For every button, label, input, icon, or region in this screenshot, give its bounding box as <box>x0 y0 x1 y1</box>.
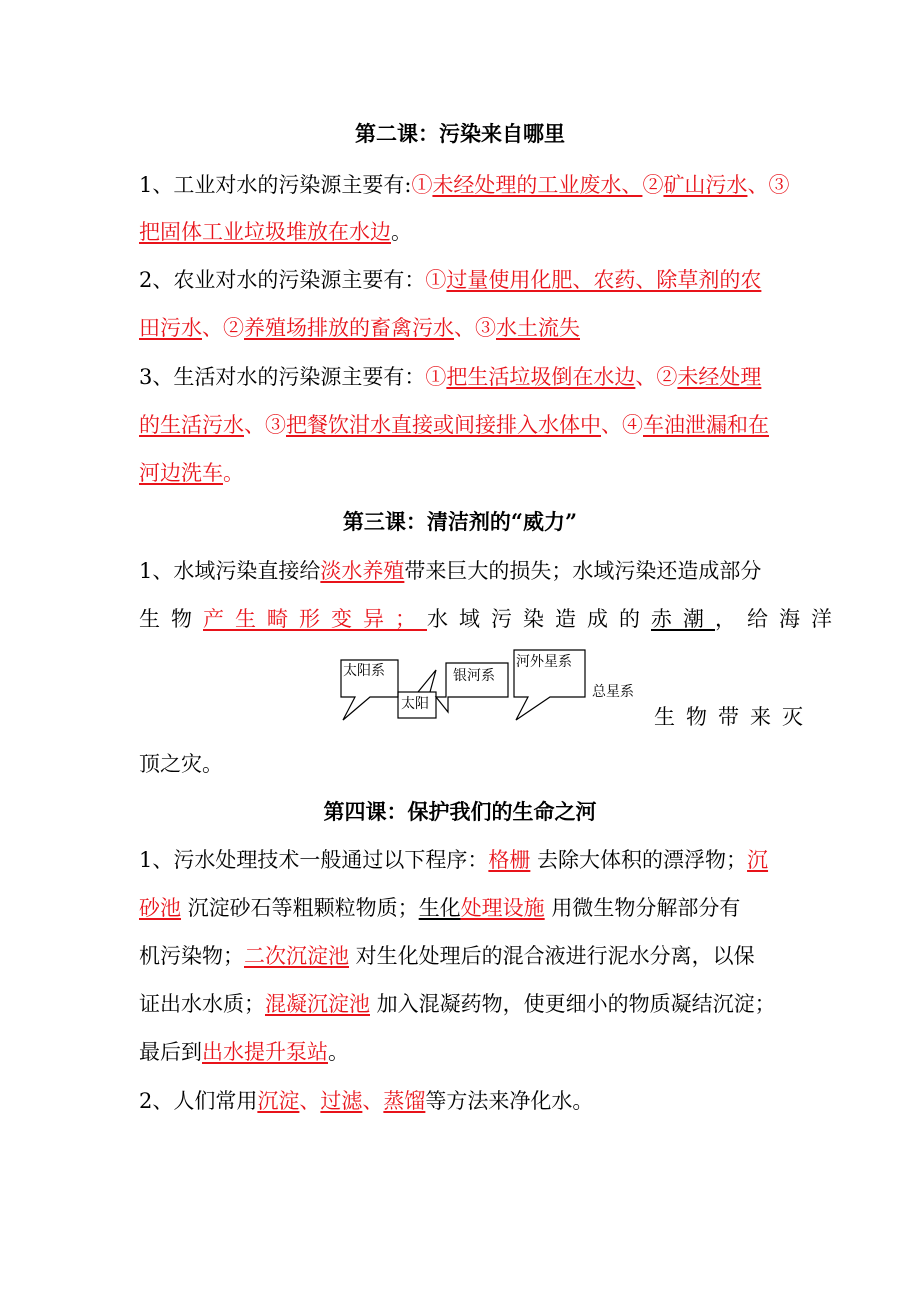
answer: 产生畸形变异； <box>203 607 427 631</box>
lesson3-title: 第三课：清洁剂的“威力” <box>342 509 578 534</box>
answer: 沉淀 <box>257 1089 300 1113</box>
answer: 出水提升泵站 <box>202 1040 328 1064</box>
answer: 沉 <box>747 848 769 872</box>
answer: 水土流失 <box>496 316 580 340</box>
answer: 车油泄漏和在 <box>643 413 769 437</box>
label-milky-way: 银河系 <box>453 668 495 684</box>
label-total: 总星系 <box>592 684 634 700</box>
answer: 河边洗车 <box>139 461 223 485</box>
answer: 未经处理的工业废水、 <box>432 173 643 197</box>
lesson3-item1-line4: 顶之灾。 <box>139 752 223 776</box>
lesson4-item1-line1: 1、污水处理技术一般通过以下程序：格栅 去除大体积的漂浮物；沉 <box>139 848 769 872</box>
lesson2-item2-line2: 田污水、②养殖场排放的畜禽污水、③水土流失 <box>139 316 580 340</box>
lesson4-item1-line4: 证出水水质；混凝沉淀池 加入混凝药物，使更细小的物质凝结沉淀； <box>139 992 776 1016</box>
lesson4-title: 第四课：保护我们的生命之河 <box>323 799 597 824</box>
answer: 二次沉淀池 <box>244 944 349 968</box>
answer: 淡水养殖 <box>320 559 405 583</box>
answer: 把生活垃圾倒在水边 <box>446 365 636 389</box>
label-solar-system: 太阳系 <box>343 663 385 679</box>
answer: 过量使用化肥、农药、除草剂的农 <box>446 268 762 292</box>
answer: 未经处理 <box>677 365 762 389</box>
lesson2-item1-line1: 1、工业对水的污染源主要有:①未经处理的工业废水、②矿山污水、③ <box>139 173 790 197</box>
answer: 砂池 <box>139 896 181 920</box>
answer: 把固体工业垃圾堆放在水边 <box>139 220 391 244</box>
lesson3-item1-line2: 生物产生畸形变异；水域污染造成的赤潮，给海洋 <box>139 607 843 631</box>
lesson2-item1-line2: 把固体工业垃圾堆放在水边。 <box>139 220 412 244</box>
lesson2-item3-line2: 的生活污水、③把餐饮泔水直接或间接排入水体中、④车油泄漏和在 <box>139 413 769 437</box>
lesson4-item1-line5: 最后到出水提升泵站。 <box>139 1040 349 1064</box>
answer: 的生活污水 <box>139 413 244 437</box>
answer: 养殖场排放的畜禽污水 <box>244 316 454 340</box>
lesson2-title: 第二课：污染来自哪里 <box>355 121 565 146</box>
lesson2-item3-line1: 3、生活对水的污染源主要有：①把生活垃圾倒在水边、②未经处理 <box>139 365 762 389</box>
lesson4-item1-line3: 机污染物；二次沉淀池 对生化处理后的混合液进行泥水分离，以保 <box>139 944 755 968</box>
answer: 把餐饮泔水直接或间接排入水体中 <box>286 413 601 437</box>
answer: 混凝沉淀池 <box>265 992 370 1016</box>
answer: 处理设施 <box>460 896 545 920</box>
answer: 矿山污水 <box>663 173 748 197</box>
answer: 格栅 <box>488 848 531 872</box>
lesson2-item3-line3: 河边洗车。 <box>139 461 244 485</box>
answer: 蒸馏 <box>383 1089 426 1113</box>
lesson3-item1-line3: 生物带来灭 <box>654 705 814 729</box>
answer: 过滤 <box>320 1089 363 1113</box>
lesson3-item1-line1: 1、水域污染直接给淡水养殖带来巨大的损失；水域污染还造成部分 <box>139 559 762 583</box>
lesson4-item1-line2: 砂池 沉淀砂石等粗颗粒物质；生化处理设施 用微生物分解部分有 <box>139 896 741 920</box>
answer: 田污水 <box>139 316 202 340</box>
label-extragalactic: 河外星系 <box>516 654 572 670</box>
label-sun: 太阳 <box>401 696 429 712</box>
lesson2-item2-line1: 2、农业对水的污染源主要有：①过量使用化肥、农药、除草剂的农 <box>139 268 762 292</box>
lesson4-item2: 2、人们常用沉淀、过滤、蒸馏等方法来净化水。 <box>139 1089 594 1113</box>
